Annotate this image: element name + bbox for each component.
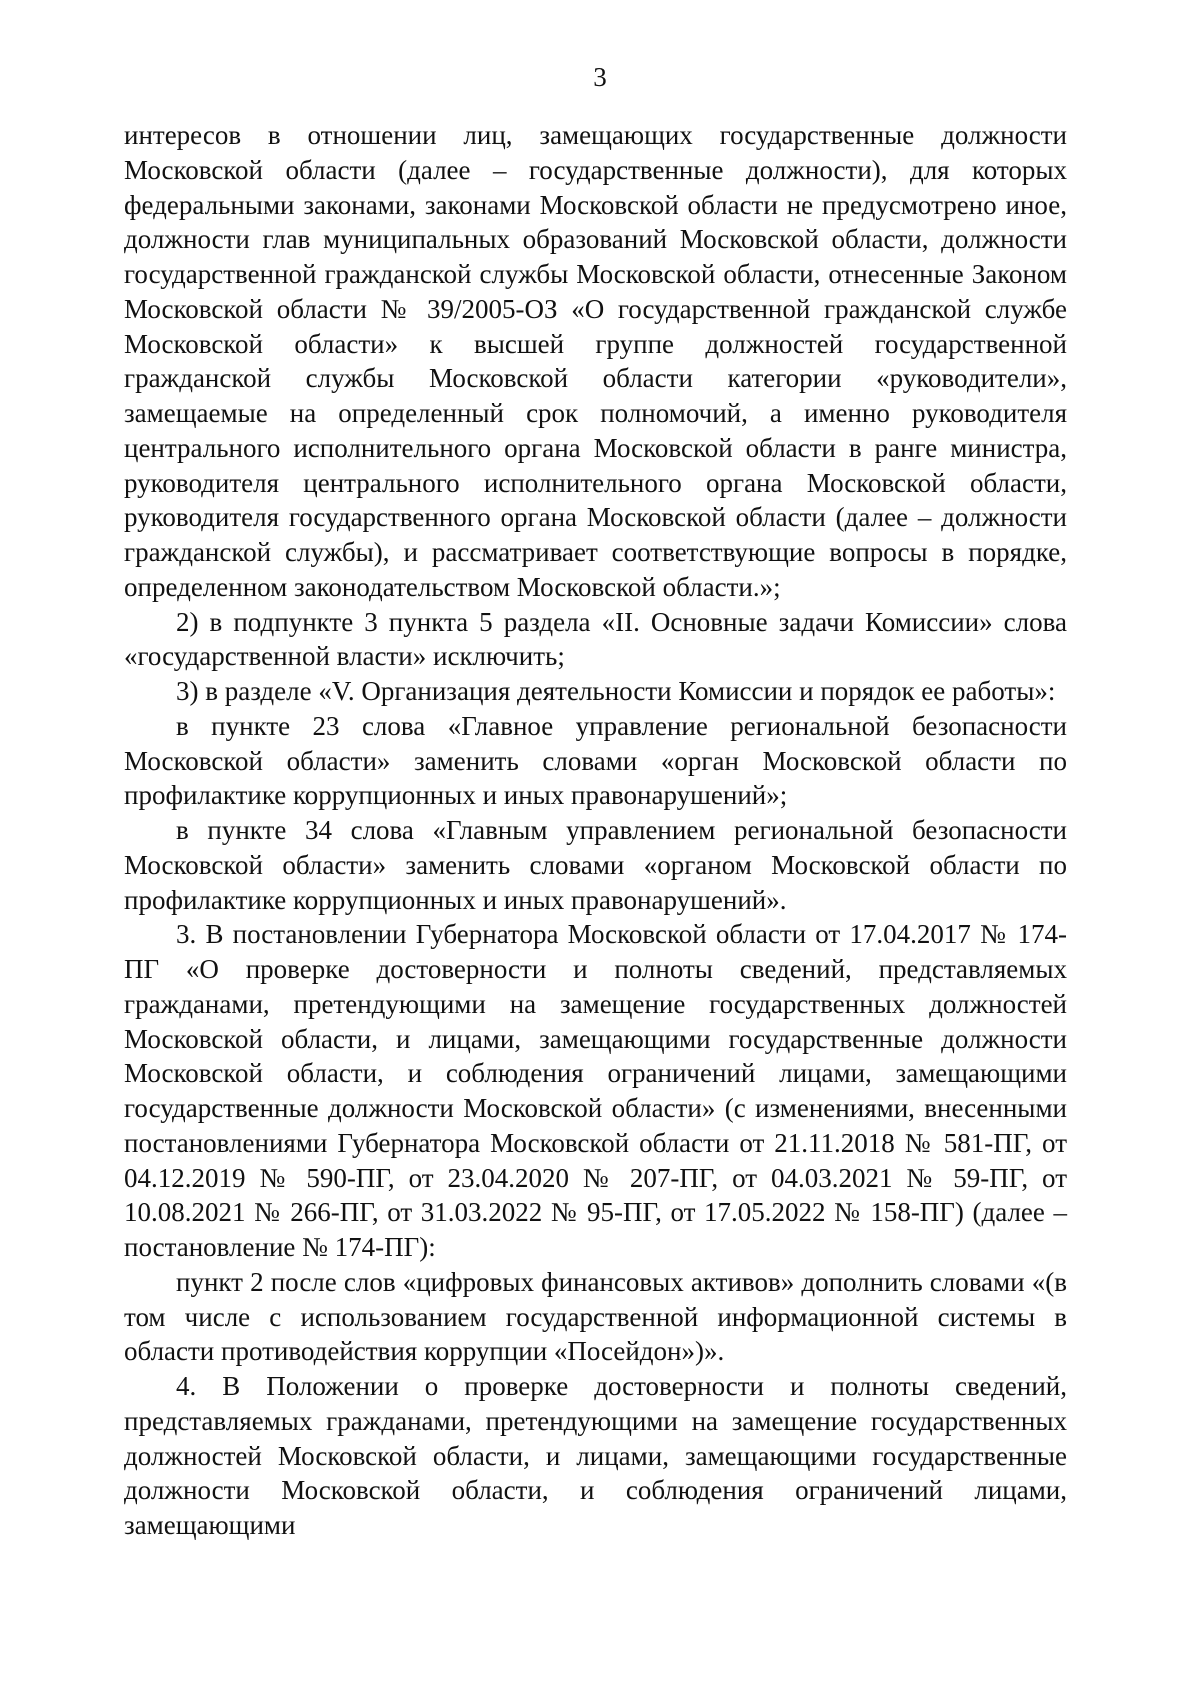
paragraph-item-2: 2) в подпункте 3 пункта 5 раздела «II. Основные задачи Комиссии» слова «государственной власти» исключить; xyxy=(124,606,1067,672)
document-body xyxy=(124,118,1067,1543)
paragraph-section-3: 3. В постановлении Губернатора Московской области от 17.04.2017 № 174-ПГ «О проверке достоверности и полноты сведений, представляемых гражданами, претендующими на замещение государственных должностей Московской области, и лицами, замещающими государственные должности Московской области, и соблюдения ограничений лицами, замещающими государственные должности Московской области» (с изменениями, внесенными постановлениями Губернатора Московской области от 21.11.2018 № 581-ПГ, от 04.12.2019 № 590-ПГ, от 23.04.2020 № 207-ПГ, от 04.03.2021 № 59-ПГ, от 10.08.2021 № 266-ПГ, от 31.03.2022 № 95-ПГ, от 17.05.2022 № 158-ПГ) (далее – постановление № 174-ПГ): xyxy=(124,919,1067,1262)
paragraph-section-4: 4. В Положении о проверке достоверности и полноты сведений, представляемых гражданами, претендующими на замещение государственных должностей Московской области, и лицами, замещающими государственные должности Московской области, и соблюдения ограничений лицами, замещающими xyxy=(124,1371,1067,1540)
paragraph-point-2-addition: пункт 2 после слов «цифровых финансовых активов» дополнить словами «(в том числе с использованием государственной информационной системы в области противодействия коррупции «Посейдон»)». xyxy=(124,1266,1067,1367)
paragraph-point-23: в пункте 23 слова «Главное управление региональной безопасности Московской области» заменить словами «орган Московской области по профилактике коррупционных и иных правонарушений»; xyxy=(124,710,1067,811)
paragraph-continuation: интересов в отношении лиц, замещающих государственные должности Московской области (далее – государственные должности), для которых федеральными законами, законами Московской области не предусмотрено иное, должности глав муниципальных образований Московской области, должности государственной гражданской службы Московской области, отнесенные Законом Московской области № 39/2005-ОЗ «О государственной гражданской службе Московской области» к высшей группе должностей государственной гражданской службы Московской области категории «руководители», замещаемые на определенный срок полномочий, а именно руководителя центрального исполнительного органа Московской области в ранге министра, руководителя центрального исполнительного органа Московской области, руководителя государственного органа Московской области (далее – должности гражданской службы), и рассматривает соответствующие вопросы в порядке, определенном законодательством Московской области.»; xyxy=(124,120,1067,602)
paragraph-point-34: в пункте 34 слова «Главным управлением региональной безопасности Московской области» заменить словами «органом Московской области по профилактике коррупционных и иных правонарушений». xyxy=(124,815,1067,915)
paragraph-item-3: 3) в разделе «V. Организация деятельности Комиссии и порядок ее работы»: xyxy=(176,676,1056,706)
page-number: 3 xyxy=(593,62,607,92)
